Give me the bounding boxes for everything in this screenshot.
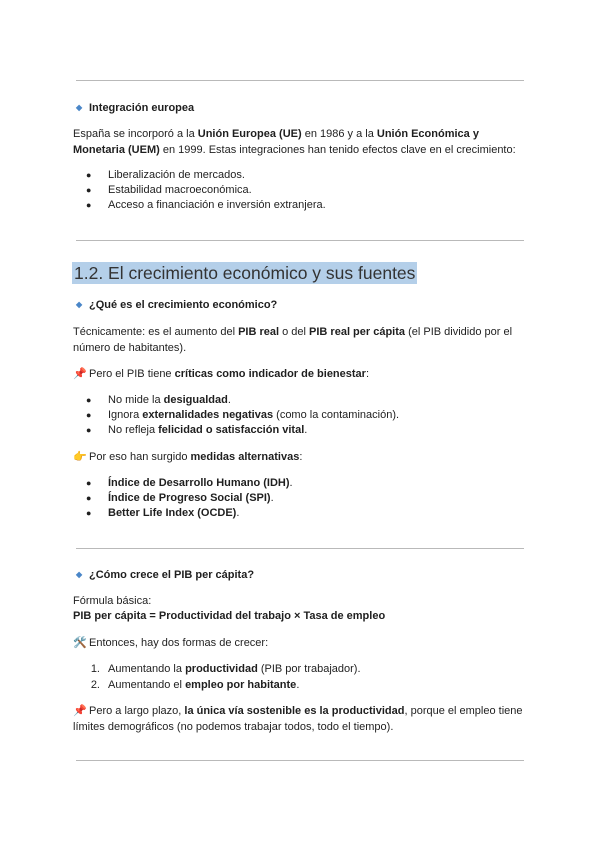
text: (el PIB dividido por el número de habitantes).	[73, 326, 513, 354]
text: (PIB por trabajador).	[257, 663, 361, 675]
item-text: Liberalización de mercados.	[108, 169, 245, 181]
formula: PIB per cápita = Productividad del trabajo × Tasa de empleo	[73, 610, 386, 622]
section-title: 1.2. El crecimiento económico y sus fuentes	[74, 263, 416, 283]
diamond-icon: ◆	[76, 103, 83, 112]
list-item	[90, 662, 361, 677]
bold-text: Unión Económica y Monetaria (UEM)	[73, 128, 479, 156]
item-text: Estabilidad macroeconómica.	[108, 184, 252, 196]
list-item: ● Better Life Index (OCDE).	[86, 507, 240, 519]
text: Aumentando la	[108, 663, 186, 675]
bold-text: productividad	[185, 663, 258, 675]
text: (como la contaminación).	[273, 409, 400, 421]
bullet-dot-icon: ●	[86, 170, 92, 180]
bold-text: la única vía sostenible es la productividad	[184, 705, 405, 717]
bold-text: PIB real per cápita	[309, 326, 406, 338]
bullet-dot-icon: ●	[86, 425, 92, 435]
pushpin-icon: 📌	[73, 705, 87, 717]
paragraph-definicion	[73, 324, 528, 356]
text: No mide la	[108, 394, 164, 406]
list-item	[86, 393, 231, 408]
heading-text: ¿Qué es el crecimiento económico?	[89, 299, 278, 311]
diamond-icon: ◆	[76, 570, 83, 579]
heading-text: ¿Cómo crece el PIB per cápita?	[89, 569, 255, 581]
paragraph-conclusion	[73, 703, 528, 735]
text: Pero el PIB tiene	[89, 368, 175, 380]
heading-como-crece	[76, 568, 254, 582]
heading-integracion	[76, 101, 194, 115]
paragraph-alternativas	[73, 449, 528, 465]
text: en 1986 y a la	[301, 128, 377, 140]
bold-text: Unión Europea (UE)	[197, 128, 302, 140]
bold-text: Índice de Desarrollo Humano (IDH)	[108, 477, 290, 489]
list-item: ● Índice de Progreso Social (SPI).	[86, 492, 274, 504]
divider	[76, 80, 524, 81]
list-item	[86, 408, 400, 423]
paragraph-integracion	[73, 126, 528, 158]
list-number: 2.	[90, 679, 100, 691]
text: o del	[279, 326, 310, 338]
list-item	[86, 168, 245, 183]
bullet-dot-icon: ●	[86, 185, 92, 195]
list-item	[90, 678, 300, 693]
pointing-hand-icon: 👉	[73, 451, 87, 463]
heading-text: Integración europea	[89, 102, 195, 114]
divider	[76, 240, 524, 241]
bullet-dot-icon: ●	[86, 508, 92, 518]
bold-text: críticas como indicador de bienestar	[174, 368, 366, 380]
text: .	[227, 394, 231, 406]
text: Aumentando el	[108, 679, 186, 691]
list-item: ● Índice de Desarrollo Humano (IDH).	[86, 477, 293, 489]
paragraph-formas	[73, 635, 528, 651]
list-number: 1.	[90, 663, 100, 675]
bold-text: Better Life Index (OCDE)	[108, 507, 237, 519]
text: :	[299, 451, 303, 463]
text: España se incorporó a la	[73, 128, 198, 140]
divider	[76, 548, 524, 549]
text: , porque el empleo tiene límites demográficos (no podemos trabajar todos, todo el tiempo).	[73, 705, 523, 733]
bold-text: empleo por habitante	[185, 679, 297, 691]
text: Pero a largo plazo,	[89, 705, 185, 717]
list-item	[86, 423, 308, 438]
bold-text: Índice de Progreso Social (SPI)	[108, 492, 271, 504]
bold-text: medidas alternativas	[190, 451, 300, 463]
bold-text: PIB real	[238, 326, 280, 338]
text: .	[296, 679, 300, 691]
text: Por eso han surgido	[89, 451, 191, 463]
divider	[76, 760, 524, 761]
bullet-dot-icon: ●	[86, 200, 92, 210]
bold-text: felicidad o satisfacción vital	[158, 424, 305, 436]
text: Entonces, hay dos formas de crecer:	[89, 637, 269, 649]
bullet-dot-icon: ●	[86, 410, 92, 420]
text: Técnicamente: es el aumento del	[73, 326, 239, 338]
bold-text: externalidades negativas	[142, 409, 274, 421]
bullet-dot-icon: ●	[86, 478, 92, 488]
formula-label: Fórmula básica:	[73, 595, 152, 607]
list-item	[86, 198, 326, 213]
bullet-dot-icon: ●	[86, 493, 92, 503]
bold-text: desigualdad	[163, 394, 228, 406]
bullet-dot-icon: ●	[86, 395, 92, 405]
paragraph-criticas	[73, 366, 528, 382]
text: en 1999. Estas integraciones han tenido efectos clave en el crecimiento:	[159, 144, 516, 156]
pushpin-icon: 📌	[73, 368, 87, 380]
text: Ignora	[108, 409, 143, 421]
text: :	[365, 368, 370, 380]
diamond-icon: ◆	[76, 300, 83, 309]
text: .	[304, 424, 308, 436]
text: No refleja	[108, 424, 159, 436]
heading-que-es	[76, 298, 277, 312]
item-text: Acceso a financiación e inversión extranjera.	[108, 199, 326, 211]
list-item	[86, 183, 252, 198]
tools-icon: 🛠️	[73, 637, 87, 649]
